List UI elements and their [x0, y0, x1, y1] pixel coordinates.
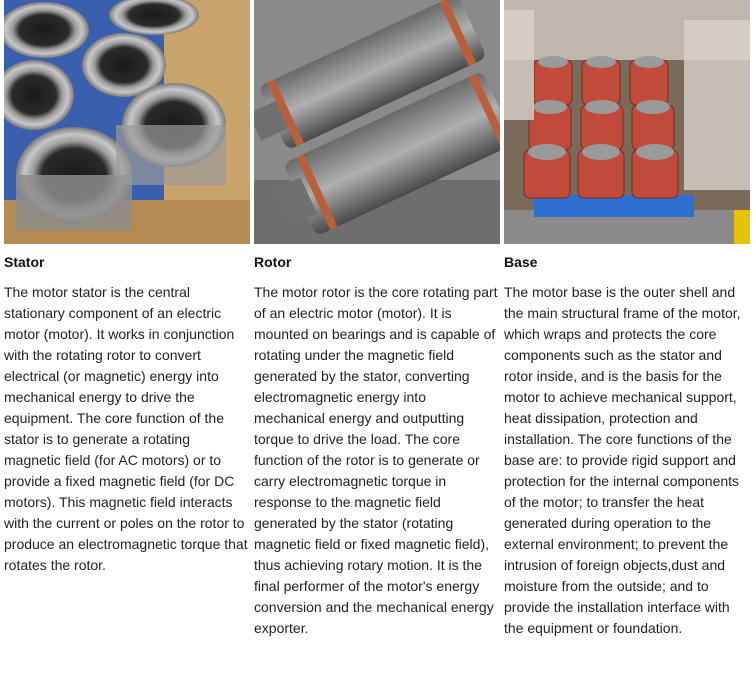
- product-card-rotor: [254, 0, 500, 639]
- product-description: The motor stator is the central stationary component of an electric motor (motor). It works in conjunction with the rotating rotor to convert electrical (or magnetic) energy into mechanical energy to drive the equipment. The core function of the stator is to generate a rotating magnetic field (for AC motors) or to provide a fixed magnetic field (for DC motors). This magnetic field interacts with the current or poles on the rotor to produce an electromagnetic torque that rotates the rotor.: [4, 284, 248, 573]
- product-title: Stator: [4, 254, 45, 270]
- base-image: [504, 0, 750, 244]
- stator-image: [4, 0, 250, 244]
- product-description: The motor base is the outer shell and the main structural frame of the motor, which wraps and protects the core components such as the stator and rotor inside, and is the basis for the motor to achieve mechanical support, heat dissipation, protection and installation. The core functions of the base are: to provide rigid support and protection for the internal components of the motor; to transfer the heat generated during operation to the external environment; to prevent the intrusion of foreign objects,dust and moisture from the outside; and to provide the installation interface with the equipment or foundation.: [504, 284, 741, 636]
- rotor-photo: [254, 0, 500, 244]
- product-description: The motor rotor is the core rotating part of an electric motor (motor). It is mounted on bearings and is capable of rotating under the magnetic field generated by the stator, converting electromagnetic energy into mechanical energy and outputting torque to drive the load. The core function of the rotor is to generate or carry electromagnetic torque in response to the magnetic field generated by the stator (rotating magnetic field or fixed magnetic field), thus achieving rotary motion. It is the final performer of the motor's energy conversion and the mechanical energy exporter.: [254, 284, 498, 636]
- base-photo: [504, 0, 750, 244]
- product-title: Rotor: [254, 254, 292, 270]
- product-card-stator: [4, 0, 250, 576]
- product-card-base: [504, 0, 750, 639]
- rotor-image: [254, 0, 500, 244]
- product-title: Base: [504, 254, 538, 270]
- stator-photo: [4, 0, 250, 244]
